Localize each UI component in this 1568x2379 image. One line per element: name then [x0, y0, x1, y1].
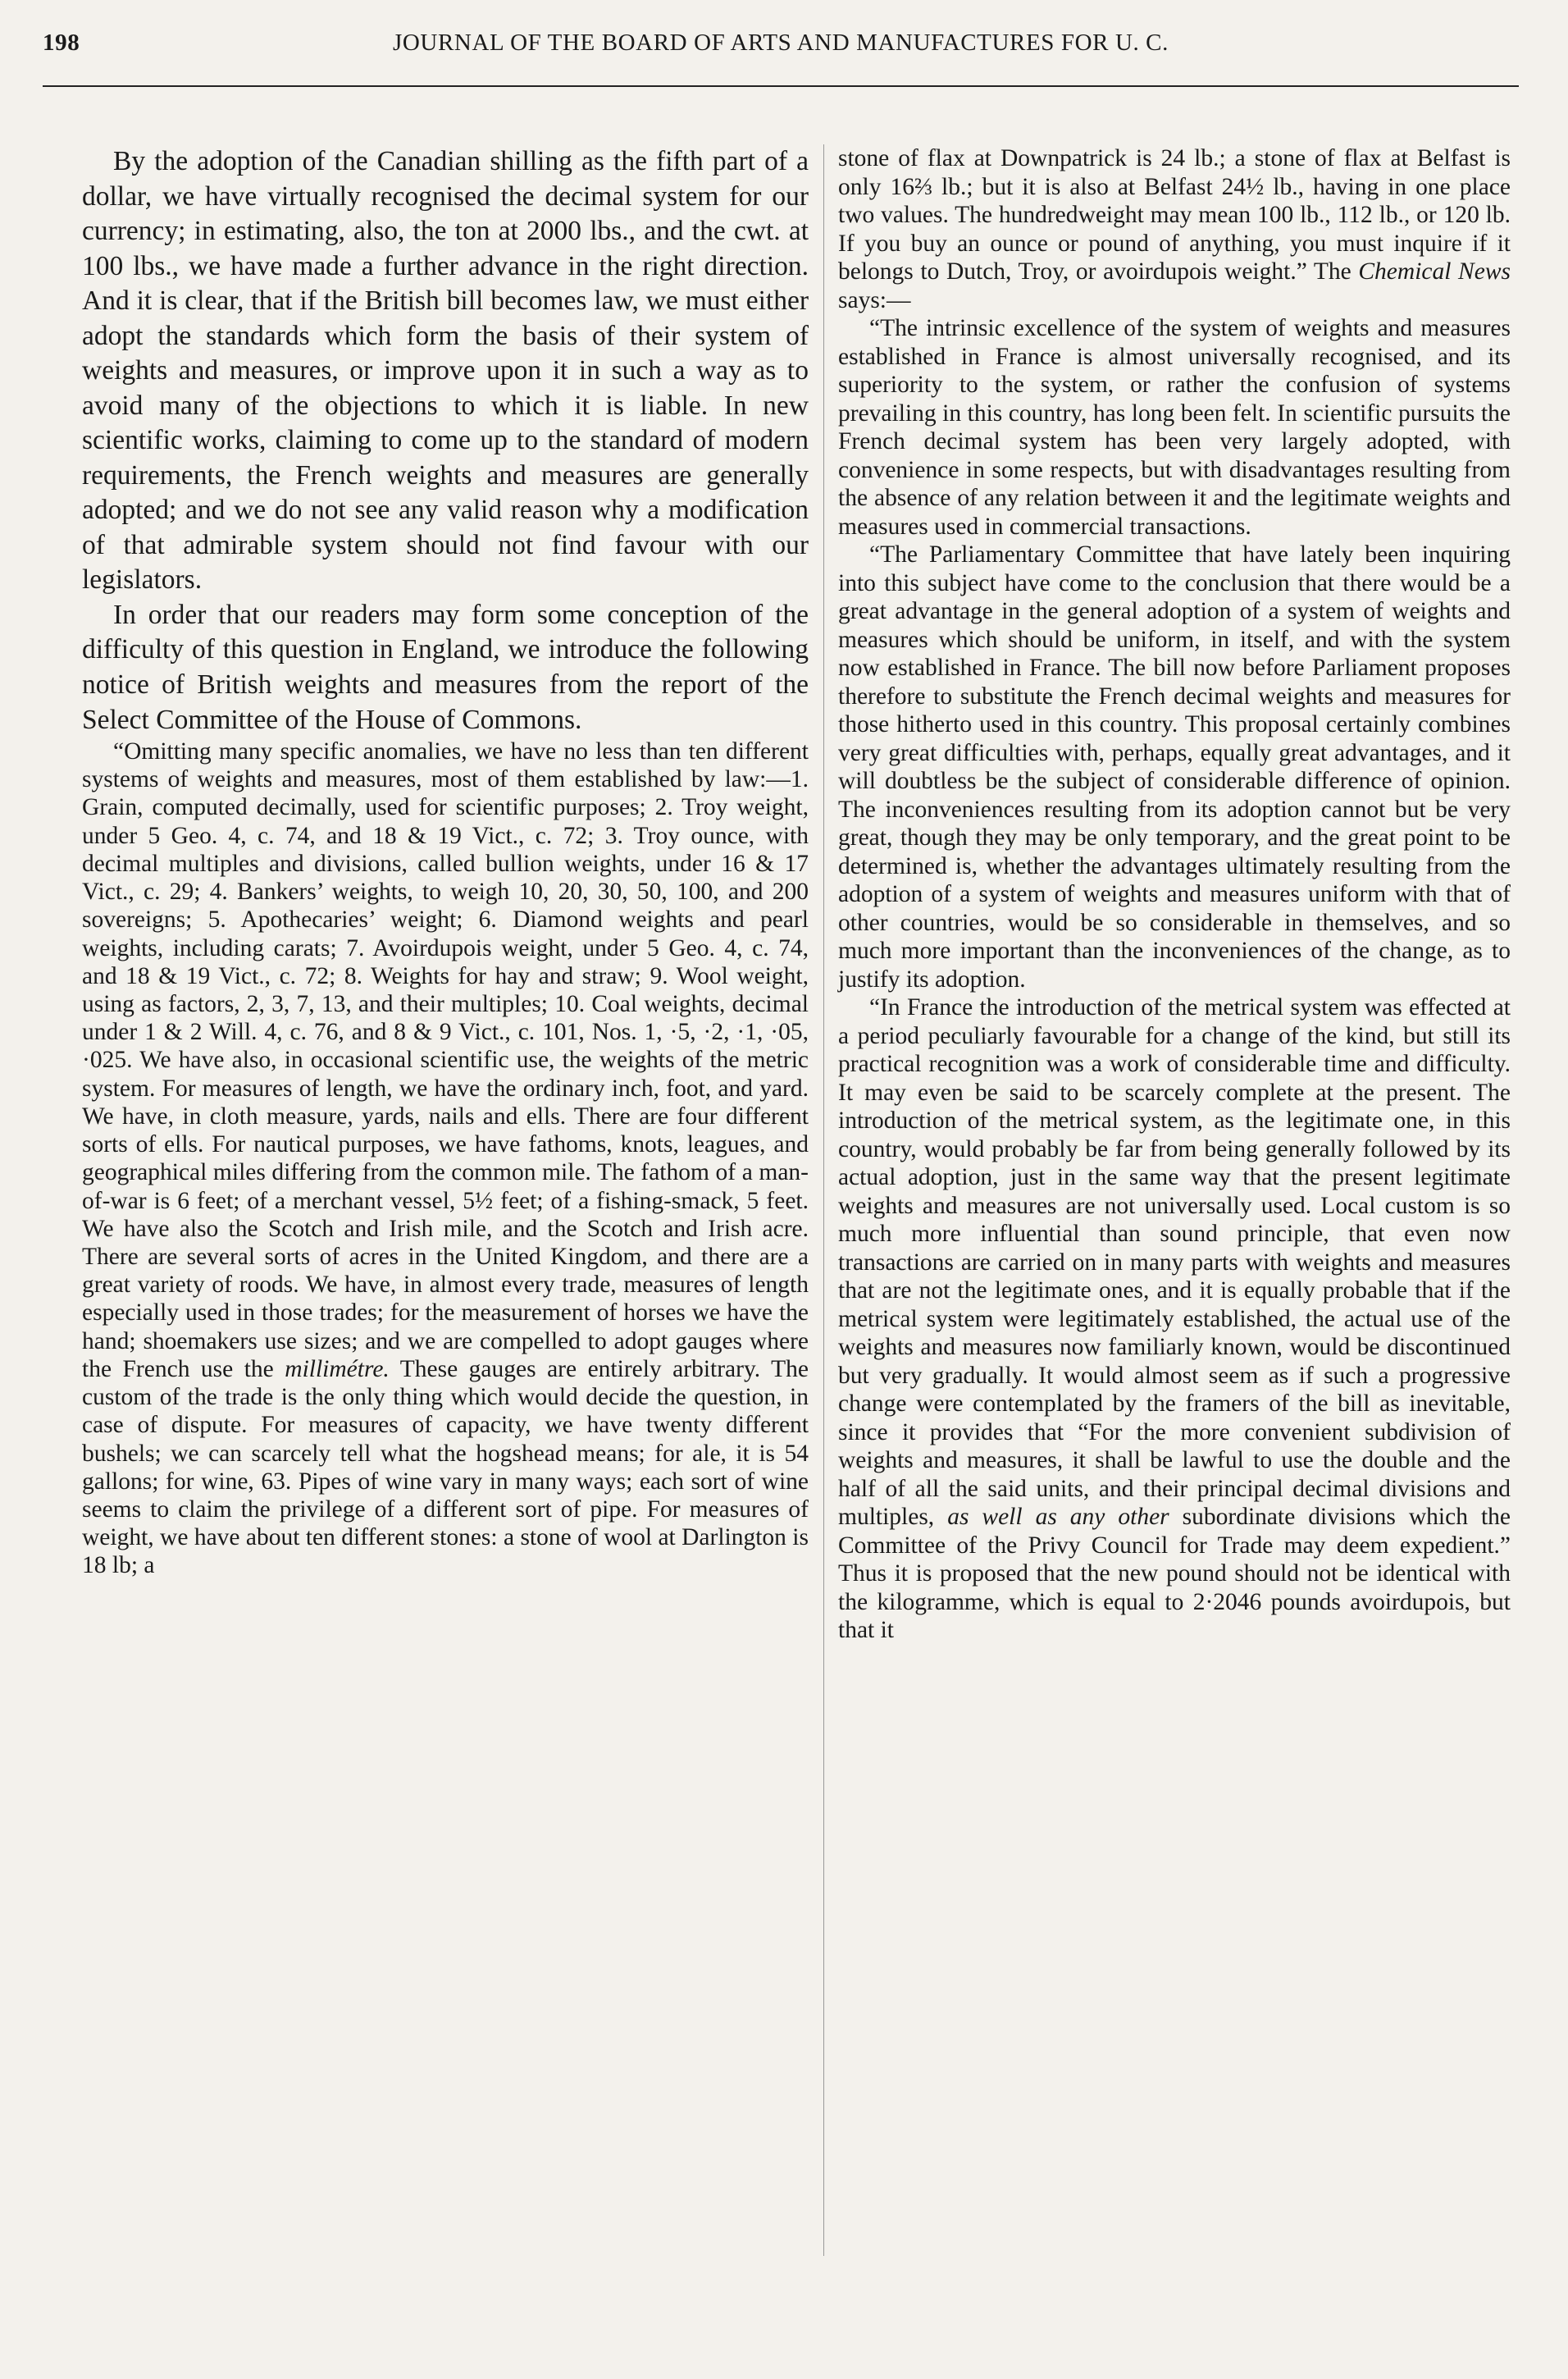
left-column [82, 144, 809, 1580]
quote-text-part-2: These gauges are entirely arbitrary. The custom of the trade is the only thing which would decide the question, in case of dispute. For measures of capacity, we have twenty different bushels; we can scarcely tell what the hogshead means; for ale, it is 54 gallons; for wine, 63. Pipes of wine vary in many ways; each sort of wine seems to claim the privilege of a different sort of pipe. For measures of weight, we have about ten different stones: a stone of wool at Darlington is 18 lb; a [82, 1355, 809, 1579]
quote-italic-millimetre: millimétre. [285, 1355, 390, 1382]
paragraph-intrinsic-excellence: “The intrinsic excellence of the system of weights and measures established in France is almost universally recognised, and its superiority to the system, or rather the confusion of systems prevailing in this country, has long been felt. In scientific pursuits the French decimal system has been very largely adopted, with convenience in some respects, but with disadvantages resulting from the absence of any relation between it and the legitimate weights and measures used in commercial transactions. [838, 315, 1511, 540]
chemical-news-title: Chemical News [1358, 258, 1511, 285]
flax-text-part-2: says:— [838, 286, 911, 313]
italic-as-well-as-any-other: as well as any other [947, 1504, 1169, 1530]
paragraph-stone-of-flax [838, 144, 1511, 314]
running-head: JOURNAL OF THE BOARD OF ARTS AND MANUFACTURES FOR U. C. [393, 30, 1169, 56]
france-text-part-1: “In France the introduction of the metrical system was effected at a period peculiarly favourable for a change of the kind, but still its practical recognition was a work of considerable time and difficulty. It may even be said to be scarcely complete at the present. The introduction of the metrical system, as the legitimate one, in this country, would probably be far from being generally followed by its actual adoption, just in the same way that the present legitimate weights and measures are not universally used. Local custom is so much more influential than sound principle, that even now transactions are carried on in many parts with weights and measures that are not the legitimate ones, and it is equally probable that if the metrical system were legitimately established, the actual use of the weights and measures now familiarly known, would be discontinued but very gradually. It would almost seem as if such a progressive change were contemplated by the framers of the bill as inevitable, since it provides that “For the more convenient subdivision of weights and measures, it shall be lawful to use the double and the half of all the said units, and their principal decimal divisions and multiples, [838, 994, 1511, 1530]
paragraph-parliamentary-committee: “The Parliamentary Committee that have lately been inquiring into this subject have come to the conclusion that there would be a great advantage in the general adoption of a system of weights and measures which should be uniform, in itself, and with the system now established in France. The bill now before Parliament proposes therefore to substitute the French decimal weights and measures for those hitherto used in this country. This proposal certainly combines very great difficulties with, perhaps, equally great advantages, and it will doubtless be the subject of considerable difference of opinion. The inconveniences resulting from its adoption cannot but be very great, though they may be only temporary, and the great point to be determined is, whether the advantages ultimately resulting from the adoption of a system of weights and measures uniform with that of other countries, would be so considerable in themselves, and so much more important than the inconveniences of the change, as to justify its adoption. [838, 541, 1511, 993]
column-divider [823, 144, 824, 2256]
flax-text-part-1: stone of flax at Downpatrick is 24 lb.; a stone of flax at Belfast is only 16⅔ lb.; but it is also at Belfast 24½ lb., having in one place two values. The hundredweight may mean 100 lb., 112 lb., or 120 lb. If you buy an ounce or pound of anything, you must inquire if it belongs to Dutch, Troy, or avoirdupois weight.” The [838, 145, 1511, 285]
header-rule [43, 85, 1519, 87]
paragraph-france-metrical-system [838, 993, 1511, 1645]
paragraph-canadian-shilling: By the adoption of the Canadian shilling as the fifth part of a dollar, we have virtually recognised the decimal system for our currency; in estimating, also, the ton at 2000 lbs., and the cwt. at 100 lbs., we have made a further advance in the right direction. And it is clear, that if the British bill becomes law, we must either adopt the standards which form the basis of their system of weights and measures, or improve upon it in such a way as to avoid many of the objections to which it is liable. In new scientific works, claiming to come up to the standard of modern requirements, the French weights and measures are generally adopted; and we do not see any valid reason why a modification of that admirable system should not find favour with our legislators. [82, 146, 809, 596]
france-text-part-2: subordinate divisions which the Committee of the Privy Council for Trade may deem expedient.” Thus it is proposed that the new pound should not be identical with the kilogramme, which is equal to 2·2046 pounds avoirdupois, but that it [838, 1504, 1511, 1643]
page-number: 198 [43, 30, 80, 56]
page-header [43, 30, 1519, 67]
paragraph-select-committee-quote [82, 737, 809, 1580]
quote-text-part-1: “Omitting many specific anomalies, we have no less than ten different systems of weights and measures, most of them established by law:—1. Grain, computed decimally, used for scientific purposes; 2. Troy weight, under 5 Geo. 4, c. 74, and 18 & 19 Vict., c. 72; 3. Troy ounce, with decimal multiples and divisions, called bullion weights, under 16 & 17 Vict., c. 29; 4. Bankers’ weights, to weigh 10, 20, 30, 50, 100, and 200 sovereigns; 5. Apothecaries’ weight; 6. Diamond weights and pearl weights, including carats; 7. Avoirdupois weight, under 5 Geo. 4, c. 74, and 18 & 19 Vict., c. 72; 8. Weights for hay and straw; 9. Wool weight, using as factors, 2, 3, 7, 13, and their multiples; 10. Coal weights, decimal under 1 & 2 Will. 4, c. 76, and 8 & 9 Vict., c. 101, Nos. 1, ·5, ·2, ·1, ·05, ·025. We have also, in occasional scientific use, the weights of the metric system. For measures of length, we have the ordinary inch, foot, and yard. We have, in cloth measure, yards, nails and ells. There are four different sorts of ells. For nautical purposes, we have fathoms, knots, leagues, and geographical miles differing from the common mile. The fathom of a man-of-war is 6 feet; of a merchant vessel, 5½ feet; of a fishing-smack, 5 feet. We have also the Scotch and Irish mile, and the Scotch and Irish acre. There are several sorts of acres in the United Kingdom, and there are a great variety of roods. We have, in almost every trade, measures of length especially used in those trades; for the measurement of horses we have the hand; shoemakers use sizes; and we are compelled to adopt gauges where the French use the [82, 738, 809, 1382]
right-column [838, 144, 1511, 1645]
paragraph-british-weights-intro: In order that our readers may form some conception of the difficulty of this question in England, we introduce the following notice of British weights and measures from the report of the Select Committee of the House of Commons. [82, 599, 809, 735]
